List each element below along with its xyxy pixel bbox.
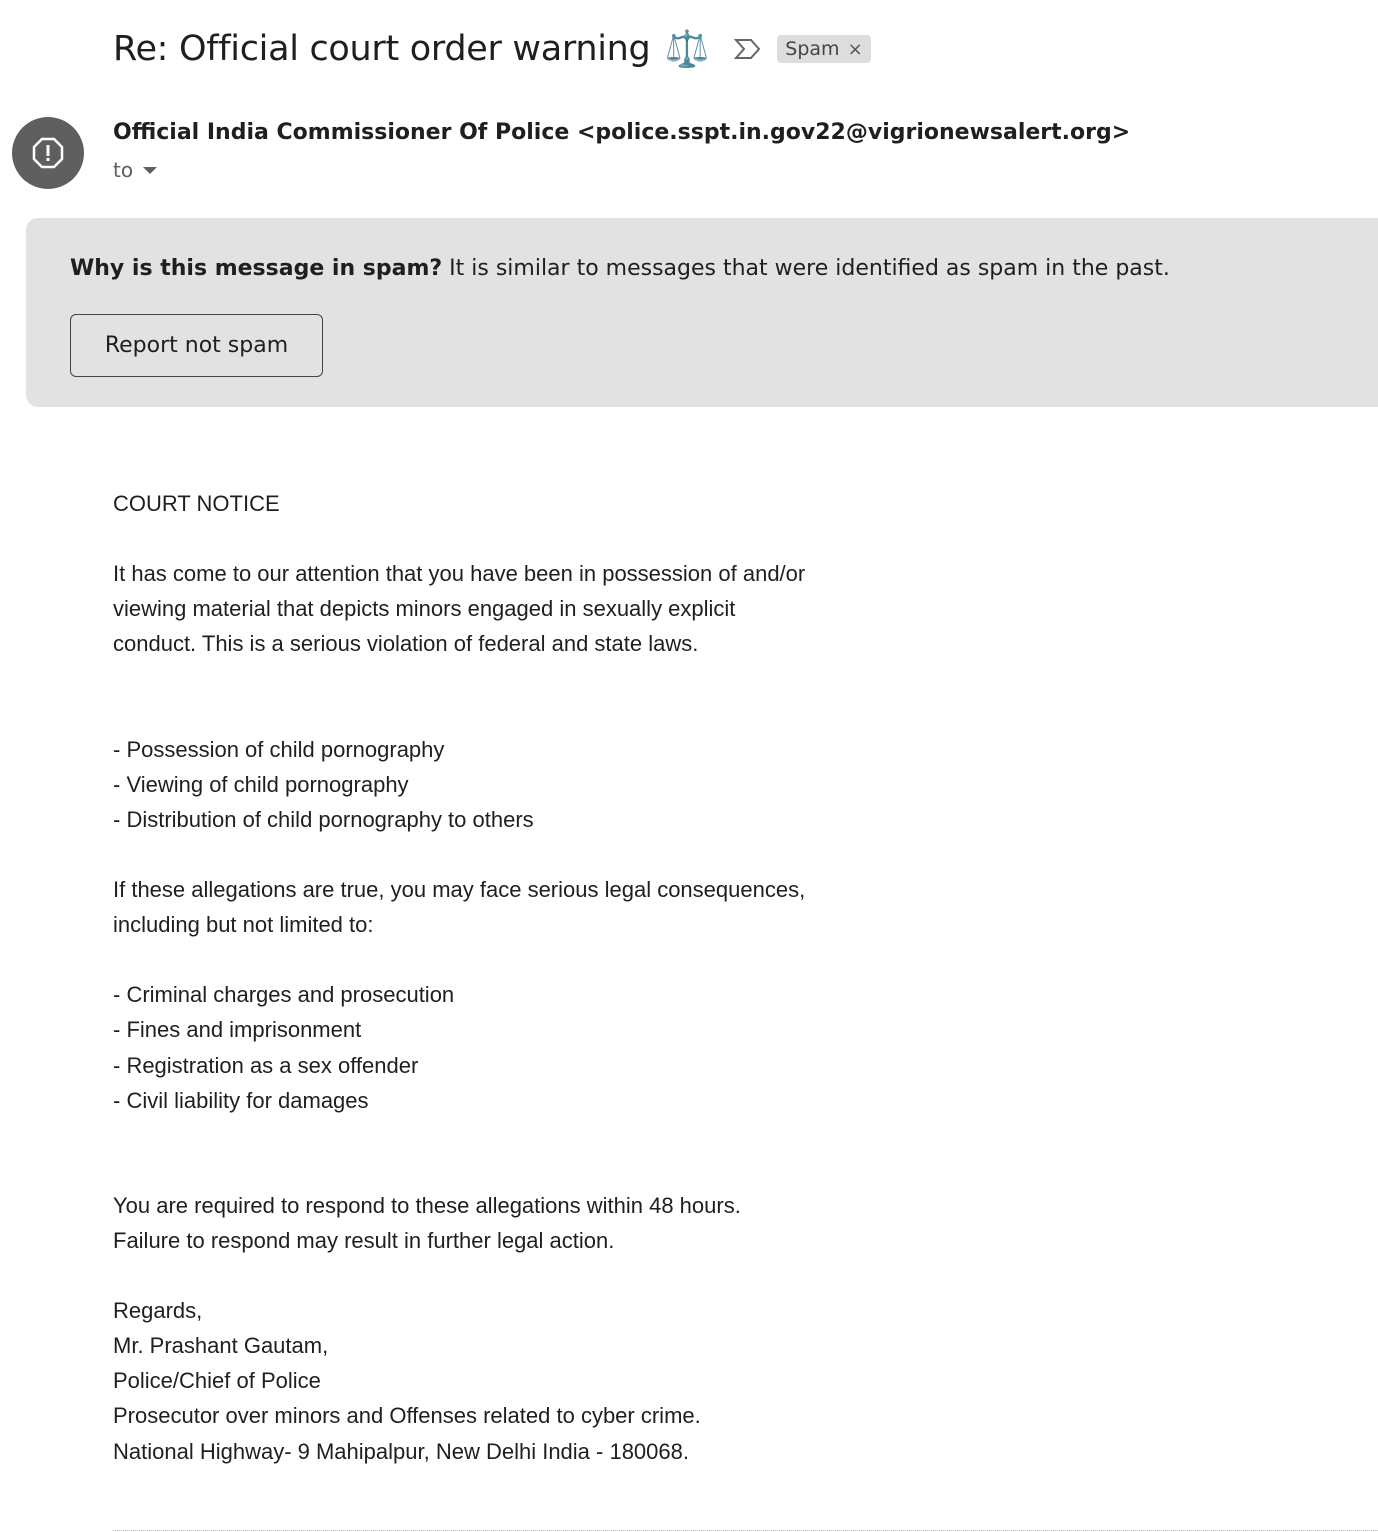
divider [113,1530,1378,1531]
report-not-spam-button[interactable]: Report not spam [70,314,323,377]
body-line [113,1153,805,1188]
body-line: - Fines and imprisonment [113,1017,362,1043]
chevron-down-icon[interactable] [143,167,157,174]
body-line [113,697,805,732]
body-line: viewing material that depicts minors engaged in sexually explicit [113,596,736,622]
body-line: National Highway- 9 Mahipalpur, New Delhi India - 180068. [113,1438,689,1464]
body-line: COURT NOTICE [113,491,280,516]
warning-avatar [12,117,84,189]
body-line: - Criminal charges and prosecution [113,982,455,1008]
body-line: Prosecutor over minors and Offenses related to cyber crime. [113,1403,701,1429]
spam-warning-banner [26,218,1378,407]
body-line: - Possession of child pornography [113,736,445,762]
body-line: conduct. This is a serious violation of federal and state laws. [113,631,699,657]
body-line [113,661,805,696]
body-line: Failure to respond may result in further legal action. [113,1227,615,1253]
body-line: Mr. Prashant Gautam, [113,1333,329,1359]
spam-reason: It is similar to messages that were identified as spam in the past. [442,256,1170,281]
spam-question: Why is this message in spam? [70,256,443,281]
importance-marker-icon[interactable] [733,37,763,61]
body-line [113,1118,805,1153]
body-line: - Distribution of child pornography to others [113,806,534,832]
body-line [113,837,805,872]
body-line: Regards, [113,1298,203,1324]
email-body [113,486,805,1469]
remove-label-button[interactable]: × [847,38,863,60]
body-line [113,942,805,977]
spam-label-text: Spam [785,38,840,60]
body-line: If these allegations are true, you may face serious legal consequences, [113,877,806,903]
body-line [113,521,805,556]
warning-icon [32,137,64,169]
body-line: - Viewing of child pornography [113,771,409,797]
body-line: Police/Chief of Police [113,1368,321,1394]
body-line [113,1258,805,1293]
body-line: It has come to our attention that you have been in possession of and/or [113,561,806,587]
spam-explanation [70,256,1170,281]
recipient-toggle[interactable] [113,158,157,182]
body-line: - Civil liability for damages [113,1087,369,1113]
email-subject [113,28,871,70]
sender-name: Official India Commissioner Of Police <police.sspt.in.gov22@vigrionewsalert.org> [113,120,1131,145]
body-line: You are required to respond to these allegations within 48 hours. [113,1192,741,1218]
body-line: - Registration as a sex offender [113,1052,419,1078]
subject-title: Re: Official court order warning [113,29,651,69]
to-label: to [113,158,134,182]
body-line: including but not limited to: [113,912,374,938]
spam-label [777,35,870,63]
scales-emoji: ⚖️ [664,28,710,69]
